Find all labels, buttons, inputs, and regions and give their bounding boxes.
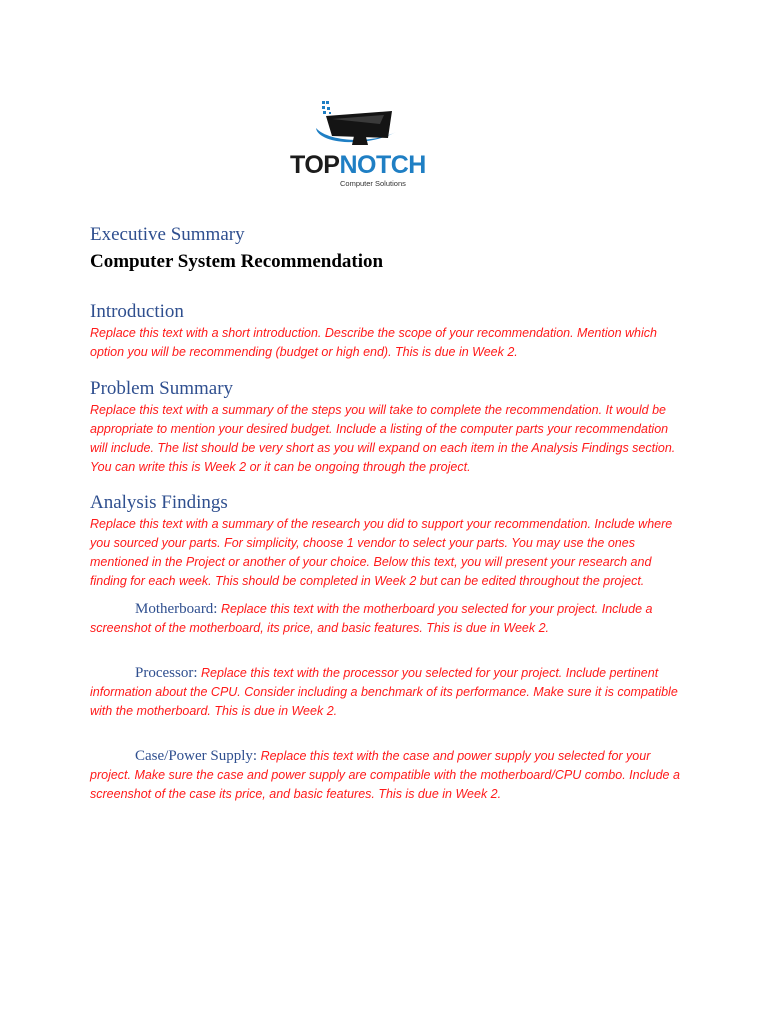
monitor-logo-icon (288, 98, 428, 158)
introduction-body: Replace this text with a short introduction. Describe the scope of your recommendation. Mention which option you will be recommending (budget or high end). This is due in Week 2. (90, 326, 657, 359)
case-power-body: Replace this text with the case and power supply you selected for your project. Make sure the case and power supply are compatible with the motherboard/CPU combo. Include a screenshot of the case its price, and basic features. This is due in Week 2. (90, 749, 680, 801)
logo-word-notch: NOTCH (339, 151, 426, 179)
case-power-label: Case/Power Supply: (135, 748, 258, 764)
case-power-paragraph (90, 747, 680, 804)
problem-summary-body: Replace this text with a summary of the steps you will take to complete the recommendation. It would be appropriate to mention your desired budget. Include a listing of the computer parts your recommendation will include. The list should be very short as you will expand on each item in the Analysis Findings section. You can write this is Week 2 or it can be ongoing through the project. (90, 403, 676, 474)
processor-paragraph (90, 664, 680, 721)
logo-word-top: TOP (290, 151, 340, 179)
processor-body: Replace this text with the processor you selected for your project. Include pertinent information about the CPU. Consider including a benchmark of its performance. Make sure it is compatible with the motherboard. This is due in Week 2. (90, 666, 678, 718)
analysis-findings-body: Replace this text with a summary of the research you did to support your recommendation. Include where you sourced your parts. For simplicity, choose 1 vendor to select your parts. You may use the ones mentioned in the Project or another of your choice. Below this text, you will present your research and finding for each week. This should be completed in Week 2 but can be edited throughout the project. (90, 517, 673, 588)
document-title: Computer System Recommendation (90, 251, 384, 272)
motherboard-paragraph (90, 600, 680, 638)
analysis-findings-heading: Analysis Findings (90, 492, 228, 513)
document-body (90, 222, 680, 804)
motherboard-label: Motherboard: (135, 601, 218, 617)
problem-summary-heading: Problem Summary (90, 378, 234, 399)
motherboard-body: Replace this text with the motherboard you selected for your project. Include a screenshot of the motherboard, its price, and basic features. This is due in Week 2. (90, 602, 653, 635)
executive-summary-label: Executive Summary (90, 224, 245, 245)
logo-wordmark (290, 153, 426, 178)
processor-label: Processor: (135, 665, 198, 681)
introduction-heading: Introduction (90, 301, 184, 322)
company-logo (288, 98, 428, 192)
logo-subtitle: Computer Solutions (340, 179, 406, 188)
